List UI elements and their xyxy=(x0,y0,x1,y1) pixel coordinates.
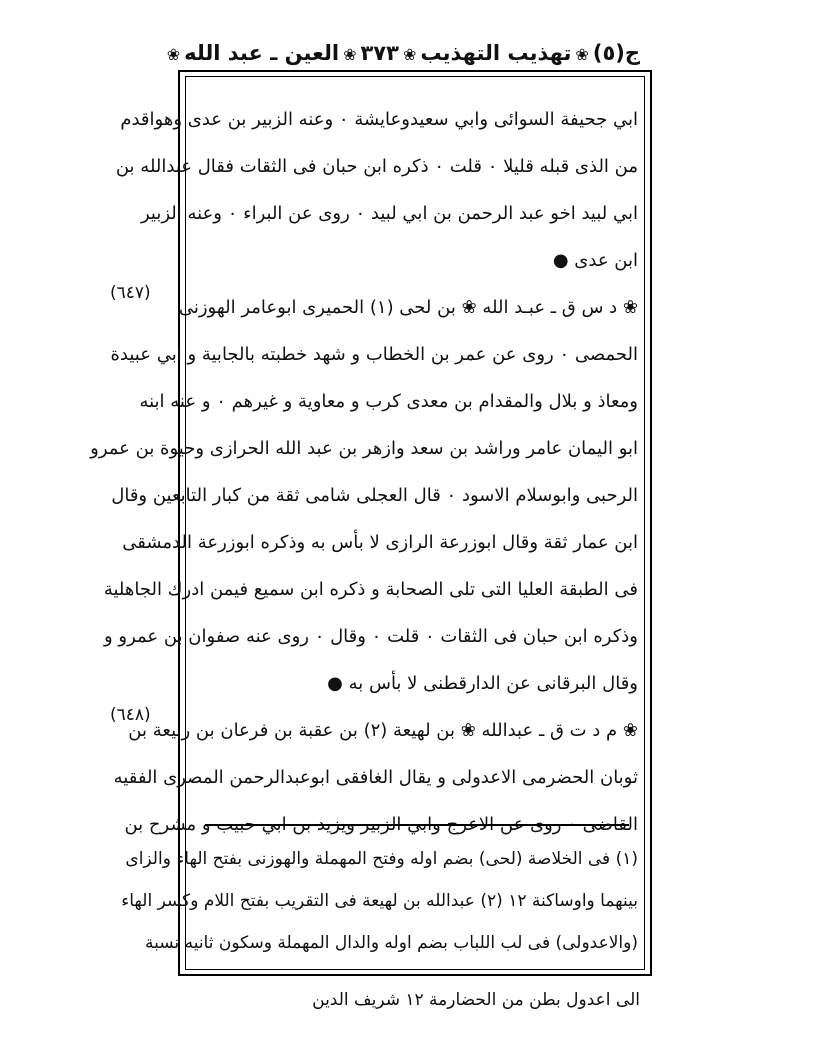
entry-number: (٦٤٨) xyxy=(110,705,151,725)
header-page-number: ٣٧٣ xyxy=(360,41,399,65)
entry-number: (٦٤٧) xyxy=(110,283,151,303)
header-volume: ج(٥) xyxy=(592,41,640,65)
footnote-line: بينهما واوساكنة ١٢ (٢) عبدالله بن لهيعة فى التقريب بفتح اللام وكسر الهاء xyxy=(121,891,638,911)
ornament-icon: ❀ xyxy=(402,45,417,64)
header-book-title: ❀تهذيب التهذيب❀ xyxy=(402,41,589,65)
text-line: ابي جحيفة السوائى وابي سعيدوعايشة ٠ وعنه الزبير بن عدى وهواقدم xyxy=(120,109,638,130)
footnote-divider xyxy=(205,824,629,826)
text-line: وقال البرقانى عن الدارقطنى لا بأس به ● xyxy=(327,673,638,694)
text-line: الرحبى وابوسلام الاسود ٠ قال العجلى شامى ثقة من كبار التابعين وقال xyxy=(111,485,638,506)
footnote-line: (والاعدولى) فى لب اللباب بضم اوله والدال المهملة وسكون ثانيه نسبة xyxy=(145,933,638,953)
text-line: ثوبان الحضرمى الاعدولى و يقال الغافقى ابوعبدالرحمن المصرى الفقيه xyxy=(113,767,638,788)
text-line: ابن عمار ثقة وقال ابوزرعة الرازى لا بأس به وذكره ابوزرعة الدمشقى xyxy=(122,532,638,553)
text-line: ابو اليمان عامر وراشد بن سعد وازهر بن عبد الله الحرازى وحيوة بن عمرو xyxy=(90,438,638,459)
footnotes xyxy=(121,838,638,964)
text-line: وذكره ابن حبان فى الثقات ٠ قلت ٠ وقال ٠ روى عنه صفوان بن عمرو و xyxy=(103,626,638,647)
footnote-continuation: الى اعدول بطن من الحضارمة ١٢ شريف الدين xyxy=(312,990,640,1010)
text-line: فى الطبقة العليا التى تلى الصحابة و ذكره ابن سميع فيمن ادرك الجاهلية xyxy=(103,579,638,600)
text-line: الحمصى ٠ روى عن عمر بن الخطاب و شهد خطبته بالجابية و ابي عبيدة xyxy=(110,344,638,365)
footnote-line: (١) فى الخلاصة (لحى) بضم اوله وفتح المهملة والهوزنى بفتح الهاء والزاى xyxy=(125,849,638,869)
text-line: من الذى قبله قليلا ٠ قلت ٠ ذكره ابن حبان فى الثقات فقال عبدالله بن xyxy=(115,156,638,177)
header-section: ❀العين ـ عبد الله❀ xyxy=(166,41,357,65)
page-header xyxy=(166,36,640,70)
text-line: ابن عدى ● xyxy=(552,250,638,271)
entry-heading: ❀ م د ت ق ـ عبدالله ❀ بن لهيعة (٢) بن عقبة بن فرعان بن ربيعة بن xyxy=(128,720,638,741)
text-line: ومعاذ و بلال والمقدام بن معدى كرب و معاوية و غيرهم ٠ و عنه ابنه xyxy=(139,391,638,412)
ornament-icon: ❀ xyxy=(166,45,181,64)
entry-heading: ❀ د س ق ـ عبـد الله ❀ بن لحى (١) الحميرى ابوعامر الهوزنى xyxy=(178,297,638,318)
text-line: ابي لبيد اخو عبد الرحمن بن ابي لبيد ٠ روى عن البراء ٠ وعنه الزبير xyxy=(140,203,638,224)
ornament-icon: ❀ xyxy=(343,45,357,64)
text-line: القاضى ٠ روى عن الاعرج وابي الزبير ويزيد بن ابي حبيب و مشرح بن xyxy=(124,814,638,835)
ornament-icon: ❀ xyxy=(575,45,589,64)
